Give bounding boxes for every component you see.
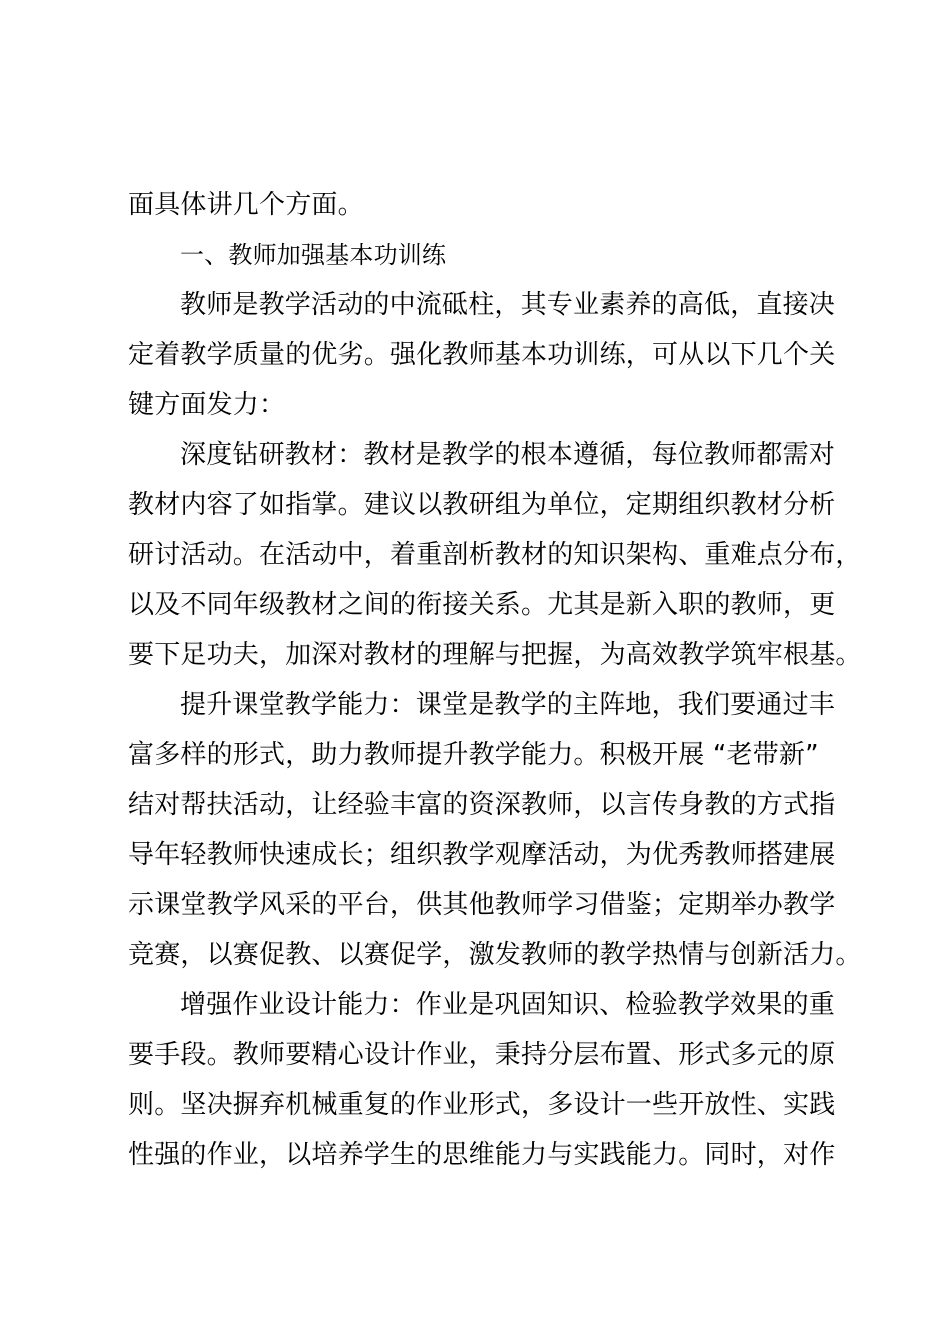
paragraph-line: 教材内容了如指掌。建议以教研组为单位，定期组织教材分析 (128, 490, 836, 520)
section-heading: 一、教师加强基本功训练 (180, 241, 447, 269)
paragraph-line: 教师是教学活动的中流砥柱，其专业素养的高低，直接决 (180, 290, 836, 320)
paragraph-line: 富多样的形式，助力教师提升教学能力。积极开展 “老带新” (128, 740, 819, 770)
paragraph-line: 键方面发力： (128, 390, 286, 420)
paragraph-line: 深度钻研教材：教材是教学的根本遵循，每位教师都需对 (180, 440, 836, 470)
paragraph-line: 以及不同年级教材之间的衔接关系。尤其是新入职的教师，更 (128, 590, 836, 620)
paragraph-line: 结对帮扶活动，让经验丰富的资深教师，以言传身教的方式指 (128, 790, 836, 820)
paragraph-line: 导年轻教师快速成长；组织教学观摩活动，为优秀教师搭建展 (128, 840, 836, 870)
paragraph-line: 研讨活动。在活动中，着重剖析教材的知识架构、重难点分布， (128, 540, 862, 570)
paragraph-line: 要下足功夫，加深对教材的理解与把握，为高效教学筑牢根基。 (128, 640, 862, 670)
paragraph-line: 性强的作业，以培养学生的思维能力与实践能力。同时，对作 (128, 1140, 836, 1170)
paragraph-line: 则。坚决摒弃机械重复的作业形式，多设计一些开放性、实践 (128, 1090, 836, 1120)
paragraph-line: 要手段。教师要精心设计作业，秉持分层布置、形式多元的原 (128, 1040, 836, 1070)
paragraph-line: 提升课堂教学能力：课堂是教学的主阵地，我们要通过丰 (180, 690, 836, 720)
paragraph-line: 竞赛，以赛促教、以赛促学，激发教师的教学热情与创新活力。 (128, 940, 862, 970)
paragraph-line: 示课堂教学风采的平台，供其他教师学习借鉴；定期举办教学 (128, 890, 836, 920)
paragraph-line: 定着教学质量的优劣。强化教师基本功训练，可从以下几个关 (128, 340, 836, 370)
text-line-continuation: 面具体讲几个方面。 (128, 190, 364, 220)
paragraph-line: 增强作业设计能力：作业是巩固知识、检验教学效果的重 (180, 990, 836, 1020)
